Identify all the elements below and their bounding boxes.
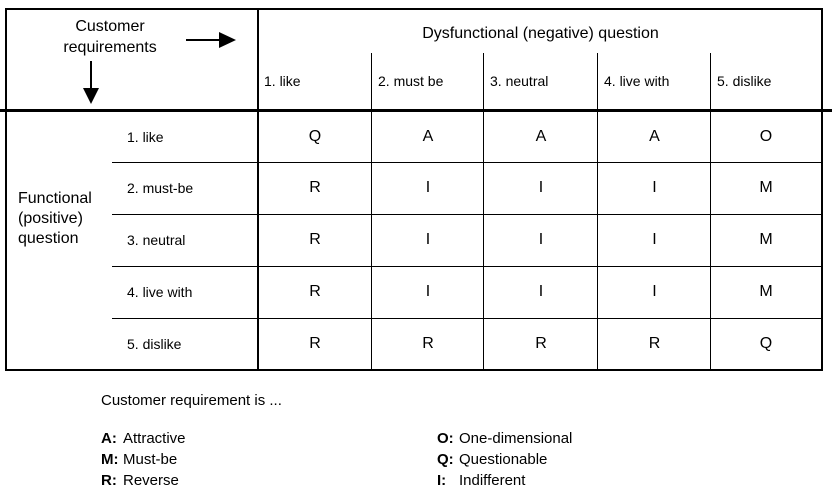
matrix-cell: A	[422, 128, 434, 145]
legend-left-column	[101, 428, 186, 491]
legend-label: One-dimensional	[459, 430, 573, 447]
down-arrow-icon	[83, 88, 99, 104]
matrix-cell: R	[648, 334, 661, 352]
legend-caption: Customer requirement is ...	[101, 392, 282, 409]
matrix-cell: R	[309, 179, 321, 196]
column-header-dislike: 5. dislike	[717, 73, 772, 89]
legend-item-must-be	[101, 449, 186, 470]
matrix-cell: M	[759, 283, 773, 300]
row-header-must-be: 2. must-be	[127, 180, 194, 196]
legend-label: Questionable	[459, 451, 548, 468]
matrix-cell: M	[759, 179, 773, 196]
legend-item-reverse	[101, 470, 186, 491]
row-header-like: 1. like	[127, 129, 164, 145]
legend-key: O:	[437, 430, 454, 447]
matrix-cell: I	[652, 179, 657, 196]
matrix-cell: R	[309, 283, 321, 300]
matrix-cell: I	[425, 231, 431, 248]
legend-label: Must-be	[123, 451, 178, 468]
matrix-cell: I	[425, 283, 431, 300]
grid-line	[710, 53, 711, 109]
down-arrow-icon	[90, 61, 92, 89]
right-arrow-icon	[186, 39, 219, 41]
matrix-cell: I	[538, 179, 544, 196]
matrix-cell: R	[309, 334, 321, 352]
row-header-dislike: 5. dislike	[127, 335, 182, 352]
legend-item-questionable	[437, 449, 572, 470]
row-header-neutral: 3. neutral	[127, 232, 186, 248]
dysfunctional-question-title: Dysfunctional (negative) question	[422, 25, 659, 42]
column-header-neutral: 3. neutral	[490, 73, 549, 89]
column-header-like: 1. like	[264, 73, 301, 89]
matrix-cell: O	[759, 128, 773, 145]
legend-key: Q:	[437, 451, 454, 468]
matrix-cell: R	[422, 334, 434, 352]
legend-label: Reverse	[123, 472, 179, 489]
grid-line	[483, 53, 484, 109]
row-header-live-with: 4. live with	[127, 284, 193, 300]
matrix-cell: R	[535, 334, 547, 352]
matrix-cell: I	[652, 231, 657, 248]
matrix-cell: A	[535, 128, 547, 145]
right-arrow-icon	[219, 32, 236, 48]
grid-line	[597, 53, 598, 109]
column-header-live-with: 4. live with	[604, 73, 670, 89]
matrix-cell: A	[649, 128, 660, 145]
matrix-cell: R	[309, 231, 321, 248]
column-header-must-be: 2. must be	[378, 73, 444, 89]
legend-item-one-dimensional	[437, 428, 572, 449]
legend-key: I:	[437, 472, 447, 489]
matrix-cell: I	[652, 283, 657, 300]
matrix-cell: I	[425, 179, 431, 196]
legend-item-attractive	[101, 428, 186, 449]
matrix-cell: I	[538, 231, 544, 248]
functional-question-label: Functional (positive) question	[18, 190, 92, 247]
legend-label: Attractive	[123, 430, 186, 447]
legend-label: Indifferent	[459, 472, 526, 489]
legend-key: R:	[101, 472, 117, 489]
matrix-cell: Q	[308, 128, 322, 145]
grid-line	[371, 53, 372, 109]
legend-key: M:	[101, 451, 119, 468]
matrix-cell: Q	[759, 334, 773, 352]
matrix-cell: I	[538, 283, 544, 300]
legend-right-column	[437, 428, 572, 491]
customer-requirements-label: Customer requirements	[63, 18, 157, 56]
matrix-cell: M	[759, 231, 773, 248]
legend-item-indifferent	[437, 470, 572, 491]
legend-key: A:	[101, 430, 117, 447]
